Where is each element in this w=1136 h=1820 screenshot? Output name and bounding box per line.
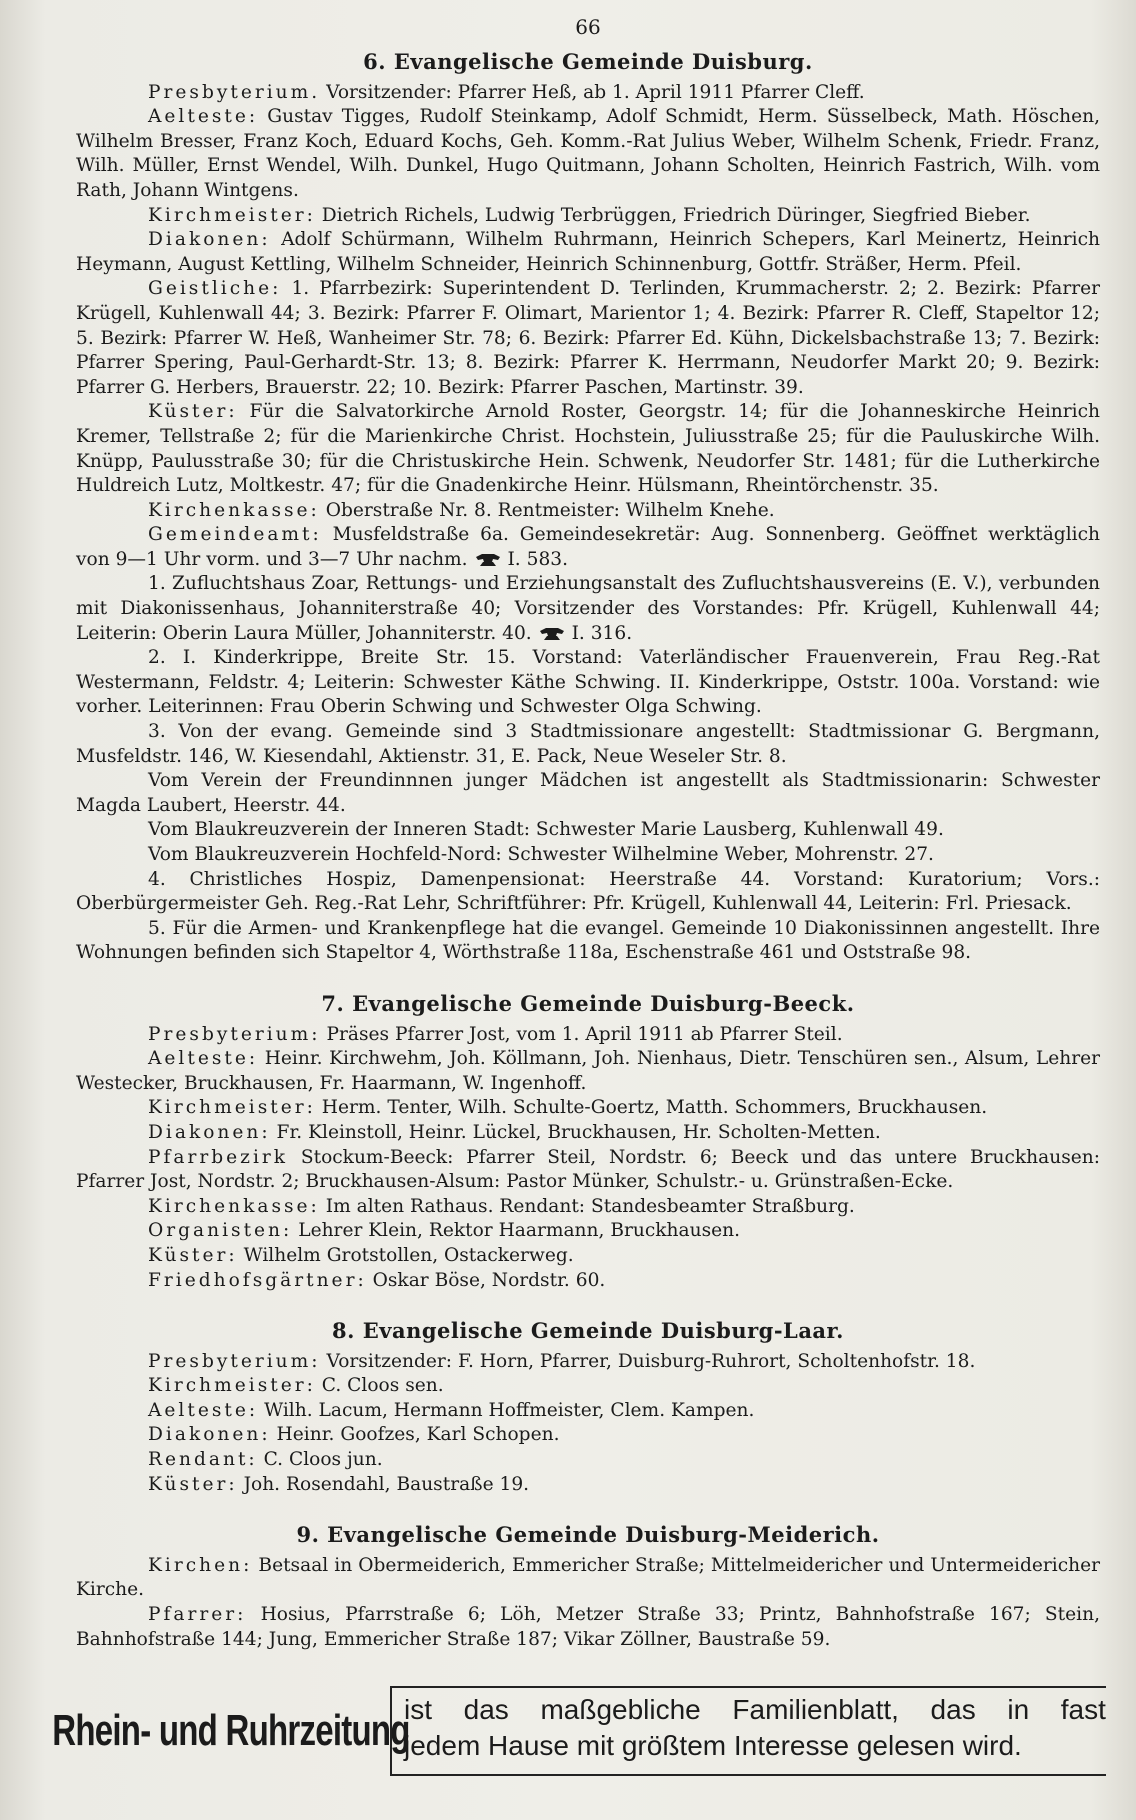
s6-presbyterium: Presbyterium. Vorsitzender: Pfarrer Heß, ab 1. April 1911 Pfarrer Cleff. (148, 81, 865, 103)
advertisement-line-1: ist das maßgebliche Familienblatt, das in fast (404, 1694, 1106, 1725)
s6-kirchmeister: Kirchmeister: Dietrich Richels, Ludwig Terbrüggen, Friedrich Düringer, Siegfried Bieber. (148, 204, 1031, 226)
s6-item-3d: Vom Blaukreuzverein Hochfeld-Nord: Schwester Wilhelmine Weber, Mohrenstr. 27. (148, 844, 934, 865)
s6-item-3: 3. Von der evang. Gemeinde sind 3 Stadtmissionare angestellt: Stadtmissionar G. Bergmann, Musfeldstr. 146, W. Kiesendahl, Aktienstr. 31, E. Pack, Neue Weseler Str. 8. (76, 721, 1100, 767)
s9-kirchen: Kirchen: Betsaal in Obermeiderich, Emmericher Straße; Mittelmeidericher und Untermeidericher Kirche. (76, 1554, 1100, 1601)
s6-item-3b: Vom Verein der Freundinnnen junger Mädchen ist angestellt als Stadtmissionarin: Schwester Magda Laubert, Heerstr. 44. (76, 770, 1100, 816)
s7-presbyterium: Presbyterium: Präses Pfarrer Jost, vom 1. April 1911 ab Pfarrer Steil. (148, 1023, 843, 1045)
page-content (76, 50, 1100, 1652)
s7-aelteste: Aelteste: Heinr. Kirchwehm, Joh. Köllmann, Joh. Nienhaus, Dietr. Tenschüren sen., Alsum, Lehrer Westecker, Bruckhausen, Fr. Haarmann, W. Ingenhoff. (76, 1048, 1100, 1094)
s6-kuester: Küster: Für die Salvatorkirche Arnold Roster, Georgstr. 14; für die Johanneskirche Heinrich Kremer, Tellstraße 2; für die Marienkirche Christ. Hochstein, Juliusstraße 25; für die Pauluskirche Wilh. Knüpp, Paulusstraße 30; für die Christuskirche Hein. Schwenk, Neudorfer Str. 1481; für die Lutherkirche Huldreich Lutz, Moltkestr. 47; für die Gnadenkirche Heinr. Hülsmann, Rheintörchenstr. 35. (76, 401, 1100, 497)
s7-kirchenkasse: Kirchenkasse: Im alten Rathaus. Rendant: Standesbeamter Straßburg. (148, 1195, 855, 1217)
telephone-icon (538, 627, 566, 641)
section-7-heading: 7. Evangelische Gemeinde Duisburg-Beeck. (321, 990, 855, 1016)
s6-geistliche: Geistliche: 1. Pfarrbezirk: Superintendent D. Terlinden, Krummacherstr. 2; 2. Bezirk: Pfarrer Krügell, Kuhlenwall 44; 3. Bezirk: Pfarrer F. Olimart, Marientor 1; 4. Bezirk: Pfarrer R. Cleff, Stapeltor 12; 5. Bezirk: Pfarrer W. Heß, Wanheimer Str. 78; 6. Bezirk: Pfarrer Ed. Kühn, Dickelsbachstraße 13; 7. Bezirk: Pfarrer Spering, Paul-Gerhardt-Str. 13; 8. Bezirk: Pfarrer K. Herrmann, Neudorfer Markt 20; 9. Bezirk: Pfarrer G. Herbers, Brauerstr. 22; 10. Bezirk: Pfarrer Paschen, Martinstr. 39. (76, 278, 1100, 398)
s6-diakonen: Diakonen: Adolf Schürmann, Wilhelm Ruhrmann, Heinrich Schepers, Karl Meinertz, Heinrich Heymann, August Kettling, Wilhelm Schneider, Heinrich Schinnenburg, Gottfr. Sträßer, Herm. Pfeil. (76, 229, 1100, 275)
s6-item-5: 5. Für die Armen- und Krankenpflege hat die evangel. Gemeinde 10 Diakonissinnen angestellt. Ihre Wohnungen befinden sich Stapeltor 4, Wörthstraße 118a, Eschenstraße 461 und Oststraße 98. (76, 917, 1100, 964)
s7-diakonen: Diakonen: Fr. Kleinstoll, Heinr. Lückel, Bruckhausen, Hr. Scholten-Metten. (148, 1121, 881, 1143)
s6-gemeindeamt: Gemeindeamt: Musfeldstraße 6a. Gemeindesekretär: Aug. Sonnenberg. Geöffnet werktäglich von 9—1 Uhr vorm. und 3—7 Uhr nachm. I. 583. (76, 524, 1100, 570)
s8-kirchmeister: Kirchmeister: C. Cloos sen. (148, 1375, 444, 1397)
s6-item-1: 1. Zufluchtshaus Zoar, Rettungs- und Erziehungsanstalt des Zufluchtshausvereins (E. V.), verbunden mit Diakonissenhaus, Johanniterstraße 40; Vorsitzender des Vorstandes: Pfr. Krügell, Kuhlenwall 44; Leiterin: Oberin Laura Müller, Johanniterstr. 40. I. 316. (76, 573, 1100, 644)
s7-kuester: Küster: Wilhelm Grotstollen, Ostackerweg. (148, 1244, 574, 1266)
advertisement-text (390, 1686, 1106, 1776)
advertisement-line-2: jedem Hause mit größtem Interesse gelesen wird. (404, 1730, 1022, 1761)
s8-rendant: Rendant: C. Cloos jun. (148, 1449, 383, 1471)
s6-item-2: 2. I. Kinderkrippe, Breite Str. 15. Vorstand: Vaterländischer Frauenverein, Frau Reg.-Rat Westermann, Feldstr. 4; Leiterin: Schwester Käthe Schwing. II. Kinderkrippe, Oststr. 100a. Vorstand: wie vorher. Leiterinnen: Frau Oberin Schwing und Schwester Olga Schwing. (76, 647, 1100, 718)
s9-pfarrer: Pfarrer: Hosius, Pfarrstraße 6; Löh, Metzer Straße 33; Printz, Bahnhofstraße 167; Stein, Bahnhofstraße 144; Jung, Emmericher Straße 187; Vikar Zöllner, Baustraße 59. (76, 1604, 1100, 1650)
page-number: 66 (575, 15, 601, 39)
s6-item-4: 4. Christliches Hospiz, Damenpensionat: Heerstraße 44. Vorstand: Kuratorium; Vors.: Oberbürgermeister Geh. Reg.-Rat Lehr, Schriftführer: Pfr. Krügell, Kuhlenwall 44, Leiterin: Frl. Priesack. (76, 868, 1100, 915)
s7-pfarrbezirk: Pfarrbezirk Stockum-Beeck: Pfarrer Steil, Nordstr. 6; Beeck und das untere Bruckhausen: Pfarrer Jost, Nordstr. 2; Bruckhausen-Alsum: Pastor Münker, Schulstr.- u. Grünstraßen-Ecke. (76, 1146, 1100, 1193)
section-8-heading: 8. Evangelische Gemeinde Duisburg-Laar. (332, 1318, 844, 1344)
s8-aelteste: Aelteste: Wilh. Lacum, Hermann Hoffmeister, Clem. Kampen. (148, 1399, 755, 1421)
s6-aelteste: Aelteste: Gustav Tigges, Rudolf Steinkamp, Adolf Schmidt, Herm. Süsselbeck, Math. Höschen, Wilhelm Bresser, Franz Koch, Eduard Kochs, Geh. Komm.-Rat Julius Weber, Wilhelm Schenk, Friedr. Franz, Wilh. Müller, Ernst Wendel, Wilh. Dunkel, Hugo Quitmann, Johann Scholten, Heinrich Fastrich, Wilh. vom Rath, Johann Wintgens. (76, 106, 1100, 201)
newspaper-logo: Rhein- und Ruhrzeitung (52, 1706, 410, 1755)
s8-diakonen: Diakonen: Heinr. Goofzes, Karl Schopen. (148, 1424, 560, 1446)
advertisement-banner (52, 1686, 1106, 1776)
s6-item-3c: Vom Blaukreuzverein der Inneren Stadt: Schwester Marie Lausberg, Kuhlenwall 49. (148, 819, 944, 841)
s7-friedhofsgaertner: Friedhofsgärtner: Oskar Böse, Nordstr. 60. (148, 1269, 606, 1291)
section-6-heading: 6. Evangelische Gemeinde Duisburg. (363, 49, 813, 74)
section-9-heading: 9. Evangelische Gemeinde Duisburg-Meiderich. (296, 1522, 880, 1548)
telephone-icon (474, 553, 502, 567)
s7-organisten: Organisten: Lehrer Klein, Rektor Haarmann, Bruckhausen. (148, 1220, 741, 1242)
s8-kuester: Küster: Joh. Rosendahl, Baustraße 19. (148, 1473, 530, 1495)
s8-presbyterium: Presbyterium: Vorsitzender: F. Horn, Pfarrer, Duisburg-Ruhrort, Scholtenhofstr. 18. (148, 1350, 976, 1372)
s6-kirchenkasse: Kirchenkasse: Oberstraße Nr. 8. Rentmeister: Wilhelm Knehe. (148, 499, 775, 521)
s7-kirchmeister: Kirchmeister: Herm. Tenter, Wilh. Schulte-Goertz, Matth. Schommers, Bruckhausen. (148, 1097, 988, 1119)
